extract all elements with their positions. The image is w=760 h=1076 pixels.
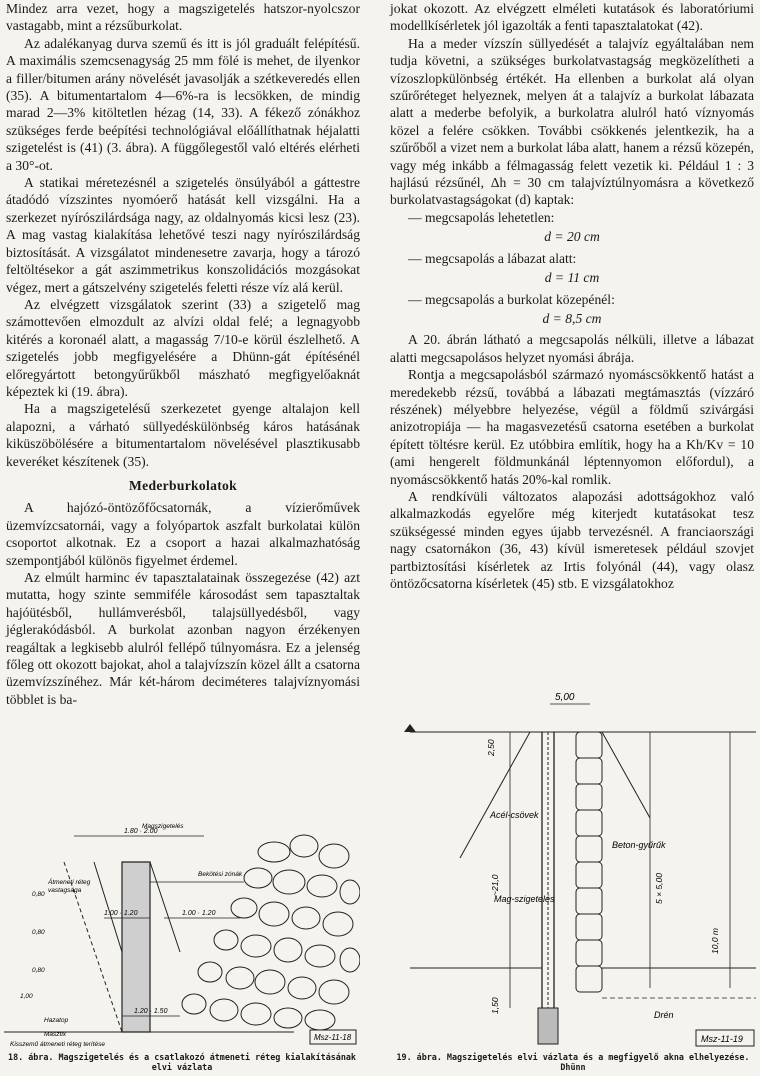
- paragraph: Ha a magszigetelésű szerkezetet gyenge altalajon kell alapozni, a várható süllyedéskülönbség káros hatásának kiküszöbölésére a bitumentartalom növelésével plasztikusabb keveréket készítenek (35).: [6, 401, 360, 469]
- paragraph: Ha a meder vízszín süllyedését a talajvíz egyáltalában nem tudja követni, a szükséges burkolatvastagság megközelítheti a vízoszlopkülönbség értékét. Ha ellenben a burkolat alá olyan szűrőréteget helyeznek, melyen át a talajvíz a burkolat lábazata alatt a mederbe befolyik, a burkolatra alulról ható víznyomás közel a felére csökken. További csökkenés jelentkezik, ha a szűrőből a vizet nem a burkolat lába alatt, hanem a rézsű közepén, vagy még inkább a félmagasság felett vezetik ki. Például 1 : 3 hajlású rézsűnél, Δh = 30 cm talajvíztúlnyomásra a következő burkolatvastagságokat (d) kaptak:: [390, 35, 754, 208]
- formula: d = 20 cm: [544, 229, 600, 245]
- label-beton: Beton-gyűrűk: [612, 840, 666, 850]
- dim-left1: 0,80: [32, 891, 45, 898]
- label-kisszemu: Kisszemű átmeneti réteg terítése: [10, 1041, 106, 1048]
- dim-top: 5,00: [555, 692, 575, 703]
- foundation: [538, 1008, 558, 1044]
- dim-h250: 2,50: [486, 739, 496, 756]
- paragraph: Rontja a megcsapolásból származó nyomáscsökkentő hatást a meredekebb rézsű, továbbá a lábazati megtámasztás (vízzáró részének) mélyebbre helyezése, végül a földmű szivárgási anizotropiája — ha magasvezetésű csatorna esetében a burkolat épített töltésre kerül. Ez utóbbira említik, hogy ha a Kh/Kv = 10 (ami hengerelt földmunkánál léptennyomon előfordul), a nyomáscsökkentő hatás 20%-kal romlik.: [390, 367, 754, 487]
- label-aceli: Acél-csövek: [490, 810, 539, 820]
- label-hazatop: Hazatop: [44, 1017, 69, 1024]
- paragraph: Az adalékanyag durva szemű és itt is jól graduált felépítésű. A maximális szemcsenagyság 25 mm fölé is mehet, de ilyenkor a filler/bitumen arány növelését javasolják a szétkeveredés ellen (35). A bitumentartalom 4—6%-ra is lecsökken, de mindig marad 2—3% kitöltetlen hézag (14, 33). A fékező zónákhoz szükséges ferde beépítési technológiával előállíthatnak héjalatti szigetelést is (41) (3. ábra). A függőlegestől való eltérés elérheti a 30°-ot.: [6, 35, 360, 173]
- label-maszt: Masztix: [44, 1031, 67, 1038]
- paragraph: jokat okozott. Az elvégzett elméleti kutatások és laboratóriumi modellkísérletek jól igazolták a fenti tapasztalatokat (42).: [390, 1, 754, 34]
- rockfill: [182, 835, 360, 1030]
- dim-h1: 1,00: [20, 993, 33, 1000]
- dim-left3: 0,80: [32, 967, 45, 974]
- label-bekotesi: Bekötési zónák: [198, 871, 243, 878]
- label-dren: Drén: [654, 1010, 674, 1020]
- figure-code: Msz-11-18: [314, 1033, 352, 1042]
- dim-ring: 5 × 5,00: [654, 873, 664, 904]
- figure-19-caption: 19. ábra. Magszigetelés elvi vázlata és a megfigyelő akna elhelyezése. Dhünn: [396, 1052, 750, 1072]
- formula: d = 11 cm: [544, 270, 600, 286]
- dim-h150: 1,50: [490, 997, 500, 1014]
- list-item: — megcsapolás lehetetlen:: [408, 209, 555, 225]
- left-column: [6, 0, 360, 708]
- paragraph: Mindez arra vezet, hogy a magszigetelés hatszor-nyolcszor vastagabb, mint a rézsűburkolat.: [6, 1, 360, 34]
- section-heading: Mederburkolatok: [129, 477, 237, 493]
- formula: d = 8,5 cm: [542, 310, 602, 326]
- core-wall: [122, 862, 150, 1032]
- figure-code: Msz-11-19: [701, 1034, 743, 1044]
- dim-h100: 10,0 m: [710, 928, 720, 954]
- right-column: [390, 0, 754, 592]
- list-item: — megcsapolás a lábazat alatt:: [408, 250, 577, 266]
- paragraph: Az elmúlt harminc év tapasztalatainak összegezése (42) azt mutatta, hogy szinte semmiféle károsodást sem tapasztaltak hajóütésből, hullámverésből, talajsüllyedésből, vagy jéglerakódásból. A burkolat azonban nagyon érzékenyen reagáltak a legkisebb alulról fellépő túlnyomásra. Ez a jelenség főleg ott okozott bajokat, ahol a talajvízszín közel állt a csatorna üzemvízszínéhez. Már két-három deciméteres talajvíznyomási többlet is ba-: [6, 570, 360, 707]
- label-magszig: Magszigetelés: [142, 823, 184, 830]
- label-mag: Mag-szigetelés: [494, 894, 555, 904]
- figure-18-drawing: [4, 822, 360, 1048]
- dim-top: 1.80 · 2.00: [124, 828, 158, 835]
- paragraph: A hajózó-öntözőfőcsatornák, a vízierőművek üzemvízcsatornái, vagy a folyópartok aszfalt burkolatai külön csoportot alkotnak. Ez a csoport a hazai alkalmazhatóság szempontjából különös figyelmet érdemel.: [6, 500, 360, 568]
- dim-right: 1.00 · 1.20: [182, 910, 216, 917]
- dim-mid: 1.00 · 1.20: [104, 910, 138, 917]
- list-item: — megcsapolás a burkolat közepénél:: [408, 291, 615, 307]
- paragraph: A rendkívüli változatos alapozási adottságokhoz való alkalmazkodás egyelőre még kiterjedt kutatásokat tesz szükségessé minden egyes újabb tervezésnél. A franciaországi nagy csatornákon (36, 43) kívül ismeretesek például szovjet partbiztosítási kísérletek az Irtis folyónál (44), vagy olasz öntözőcsatorna kísérletek (45) stb. E vizsgálatokhoz: [390, 488, 754, 591]
- dim-h210: ~21,0: [490, 874, 500, 896]
- figure-18: [4, 822, 360, 1048]
- dim-bottom: 1.20 · 1.50: [134, 1008, 168, 1015]
- concrete-rings: [576, 732, 602, 992]
- label-atmeneti: Átmeneti réteg: [48, 879, 91, 886]
- paragraph: A statikai méretezésnél a szigetelés önsúlyából a gáttestre átadódó vízszintes nyomóerő hatását kell vizsgálni. Ha a szerkezet nyírószilárdsága nagy, az oldalnyomás kicsi lesz (23). A mag vastag kialakítása lehetővé teszi nagy nyírószilárdság biztosítását. A vizsgálatot mindenesetre zavarja, hogy a tározó feltöltésekor a gát aszimmetrikus konszolidációs mozgásokat végez, mert a gátszelvény szigetelés feletti része víz alá kerül.: [6, 175, 360, 295]
- dim-left2: 0,80: [32, 929, 45, 936]
- label-vastagsag: vastagsága: [48, 887, 82, 894]
- paragraph: A 20. ábrán látható a megcsapolás nélküli, illetve a lábazat alatti megcsapolásos helyzet nyomási ábrája.: [390, 332, 754, 365]
- figure-19: [390, 688, 756, 1050]
- paragraph: Az elvégzett vizsgálatok szerint (33) a szigetelő mag számottevően elmozdult az alvízi oldal felé; a legnagyobb kitérés a koronaél alatt, a magasság 7/10-e körül észlelhető. A szigetelés jobb megfigyelésére a Dhünn-gát építésénél előregyártott betongyűrűkből mászható megfigyelőaknát képeztek ki (19. ábra).: [6, 296, 360, 399]
- figure-19-drawing: [390, 688, 756, 1050]
- figure-18-caption: 18. ábra. Magszigetelés és a csatlakozó átmeneti réteg kialakításának elvi vázlata: [8, 1052, 356, 1072]
